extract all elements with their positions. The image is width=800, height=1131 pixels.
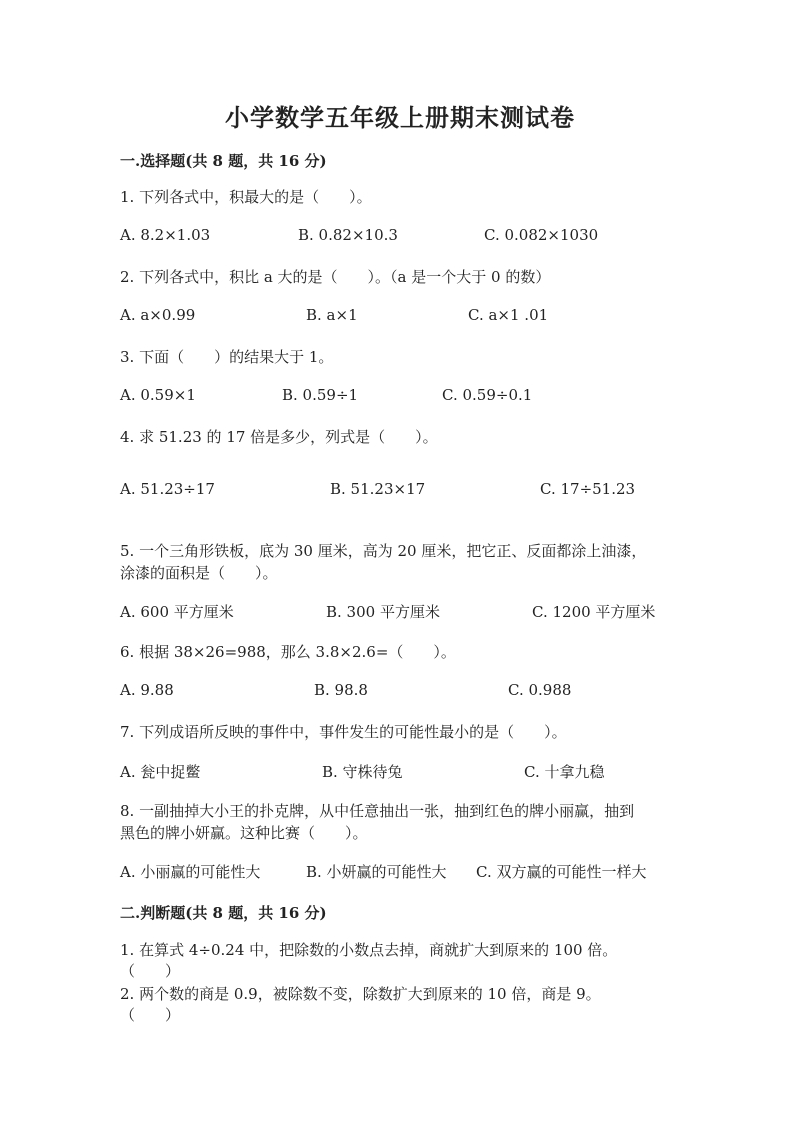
judgment-2-answer-blank: （ ） <box>120 1006 181 1024</box>
option-a: A. 51.23÷17 <box>120 480 215 498</box>
question-3-options <box>120 386 720 408</box>
question-5-text-line-1: 5. 一个三角形铁板，底为 30 厘米，高为 20 厘米，把它正、反面都涂上油漆， <box>120 542 647 560</box>
question-8-options <box>120 861 720 883</box>
section-heading-judgment: 二.判断题(共 8 题，共 16 分) <box>120 904 327 922</box>
question-3-text: 3. 下面（ ）的结果大于 1。 <box>120 348 334 366</box>
question-2-options <box>120 306 720 328</box>
option-a: A. 9.88 <box>120 681 174 699</box>
option-c: C. a×1 .01 <box>468 306 549 324</box>
question-7-options <box>120 761 720 783</box>
option-a: A. 小丽赢的可能性大 <box>120 863 261 881</box>
question-5-text-line-2: 涂漆的面积是（ ）。 <box>120 564 278 582</box>
option-b: B. 98.8 <box>314 681 368 699</box>
judgment-1-text: 1. 在算式 4÷0.24 中，把除数的小数点去掉，商就扩大到原来的 100 倍。 <box>120 941 618 959</box>
option-a: A. 600 平方厘米 <box>120 603 234 621</box>
question-1-options <box>120 226 720 248</box>
option-a: A. 瓮中捉鳖 <box>120 763 201 781</box>
option-c: C. 17÷51.23 <box>540 480 636 498</box>
page-title: 小学数学五年级上册期末测试卷 <box>225 103 575 132</box>
section-heading-choice: 一.选择题(共 8 题，共 16 分) <box>120 152 327 170</box>
option-a: A. 0.59×1 <box>120 386 196 404</box>
question-4-text: 4. 求 51.23 的 17 倍是多少，列式是（ ）。 <box>120 428 438 446</box>
judgment-1-answer-blank: （ ） <box>120 962 181 980</box>
option-b: B. 300 平方厘米 <box>326 603 440 621</box>
question-4-options <box>120 480 720 502</box>
question-7-text: 7. 下列成语所反映的事件中，事件发生的可能性最小的是（ ）。 <box>120 723 567 741</box>
option-b: B. 小妍赢的可能性大 <box>306 863 447 881</box>
option-c: C. 双方赢的可能性一样大 <box>476 863 647 881</box>
option-c: C. 0.988 <box>508 681 572 699</box>
question-1-text: 1. 下列各式中，积最大的是（ ）。 <box>120 188 372 206</box>
question-6-options <box>120 681 720 703</box>
option-b: B. 51.23×17 <box>330 480 426 498</box>
option-a: A. 8.2×1.03 <box>120 226 211 244</box>
option-c: C. 1200 平方厘米 <box>532 603 656 621</box>
option-a: A. a×0.99 <box>120 306 196 324</box>
question-5-options <box>120 601 720 623</box>
question-8-text-line-1: 8. 一副抽掉大小王的扑克牌，从中任意抽出一张，抽到红色的牌小丽赢，抽到 <box>120 802 635 820</box>
option-b: B. 守株待兔 <box>322 763 403 781</box>
option-b: B. a×1 <box>306 306 358 324</box>
question-2-text: 2. 下列各式中，积比 a 大的是（ ）。（a 是一个大于 0 的数） <box>120 268 551 286</box>
option-b: B. 0.82×10.3 <box>298 226 398 244</box>
option-c: C. 0.082×1030 <box>484 226 599 244</box>
question-8-text-line-2: 黑色的牌小妍赢。这种比赛（ ）。 <box>120 824 368 842</box>
option-b: B. 0.59÷1 <box>282 386 359 404</box>
option-c: C. 0.59÷0.1 <box>442 386 533 404</box>
question-6-text: 6. 根据 38×26=988，那么 3.8×2.6=（ ）。 <box>120 643 456 661</box>
judgment-2-text: 2. 两个数的商是 0.9，被除数不变，除数扩大到原来的 10 倍，商是 9。 <box>120 985 601 1003</box>
option-c: C. 十拿九稳 <box>524 763 605 781</box>
